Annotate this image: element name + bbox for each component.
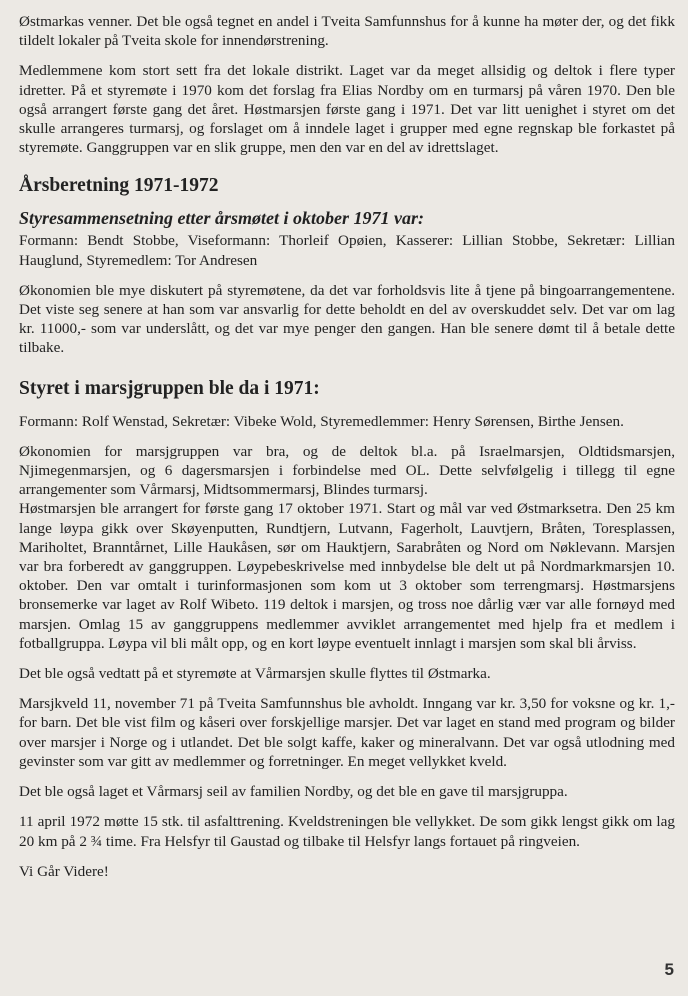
page-number: 5 (664, 960, 674, 979)
paragraph-ostmarkas-venner: Østmarkas venner. Det ble også tegnet en andel i Tveita Samfunnshus for å kunne ha møter der, og det fikk tildelt lokaler på Tveita skole for innendørstrening. (19, 13, 675, 50)
paragraph-asfalttrening: 11 april 1972 møtte 15 stk. til asfalttrening. Kveldstreningen ble vellykket. De som gikk lengst gikk om lag 20 km på 2 ¾ time. Fra Helsfyr til Gaustad og tilbake til Helsfyr langs fortauet på ringveien. (19, 813, 675, 850)
paragraph-economy-bingo: Økonomien ble mye diskutert på styremøtene, da det var forholdsvis lite å tjene på bingoarrangementene. Det viste seg senere at han som var ansvarlig for dette beholdt en del av overskuddet selv. Det var om lag kr. 11000,- som var underslått, og det var mye penger den gangen. Han ble senere dømt til å betale dette tilbake. (19, 281, 675, 357)
paragraph-varmarsj-moved: Det ble også vedtatt på et styremøte at Vårmarsjen skulle flyttes til Østmarka. (19, 665, 491, 683)
heading-arsberetning: Årsberetning 1971-1972 (19, 175, 219, 197)
paragraph-closing: Vi Går Videre! (19, 862, 109, 880)
paragraph-marsjkveld: Marsjkveld 11, november 71 på Tveita Samfunnshus ble avholdt. Inngang var kr. 3,50 for voksne og kr. 1,- for barn. Det ble vist film og kåseri over forskjellige marsjer. Det var laget en stand med program og bilder over marsjer i Norge og i utlandet. Det ble solgt kaffe, kaker og mineralvann. Det var også utlodning med gevinster som var gitt av medlemmer og forretninger. En meget vellykket kveld. (19, 695, 675, 770)
paragraph-hostmarsjen: Høstmarsjen ble arrangert for første gang 17 oktober 1971. Start og mål var ved Østmarksetra. Den 25 km lange løypa gikk over Skøyenputten, Rundtjern, Lutvann, Fagerholt, Lauvtjern, Bråten, Toresplassen, Mariholtet, Branntårnet, Lille Haukåsen, sør om Hauktjern, Sarabråten og Nord om Nøklevann. Marsjen var bra forberedt av ganggruppen. Løypebeskrivelse med innbydelse ble delt ut på Nordmarkmarsjen 10. oktober. Den var omtalt i turinformasjonen som kom ut 3 oktober som terrengmarsj. Høstmarsjens bronsemerke var laget av Rolf Wibeto. 119 deltok i marsjen, og tross noe dårlig vær var alle fornøyd med marsjen. Omlag 15 av ganggruppens medlemmer avviklet arrangementet med hjelp fra et medlem i fotballgruppa. Løypa vil bli målt opp, og en kort løype eventuelt innlagt i marsjen som skal bli årviss. (19, 500, 675, 652)
subheading-styresammensetning: Styresammensetning etter årsmøtet i oktober 1971 var: (19, 208, 424, 229)
page-content (19, 12, 675, 892)
paragraph-medlemmene: Medlemmene kom stort sett fra det lokale distrikt. Laget var da meget allsidig og deltok i flere typer idretter. På et styremøte i 1970 kom det forslag fra Elias Nordby om en turmarsj på våren 1970. Den ble også arrangert første gang det året. Høstmarsjen første gang i 1971. Det var litt uenighet i styret om det skulle arrangeres turmarsj, og forslaget om å inndele laget i grupper med egne regnskap ble forkastet på styremøte. Ganggruppen var en slik gruppe, men den var en del av idrettslaget. (19, 62, 675, 157)
paragraph-varmarsj-seil: Det ble også laget et Vårmarsj seil av familien Nordby, og det ble en gave til marsjgruppa. (19, 783, 568, 801)
paragraph-marsjgruppe-economy: Økonomien for marsjgruppen var bra, og de deltok bl.a. på Israelmarsjen, Oldtidsmarsjen, Njimegenmarsjen, og 6 dagersmarsjen i forbindelse med OL. Dette selvfølgelig i tillegg til egne arrangementer som Vårmarsj, Midtsommermarsj, Blindes turmarsj. (19, 442, 675, 499)
heading-styret-marsjgruppen: Styret i marsjgruppen ble da i 1971: (19, 377, 320, 399)
paragraph-marsjgruppe-board: Formann: Rolf Wenstad, Sekretær: Vibeke Wold, Styremedlemmer: Henry Sørensen, Birthe Jensen. (19, 412, 624, 430)
paragraph-board-members: Formann: Bendt Stobbe, Viseformann: Thorleif Opøien, Kasserer: Lillian Stobbe, Sekretær: Lillian Hauglund, Styremedlem: Tor Andresen (19, 232, 675, 269)
